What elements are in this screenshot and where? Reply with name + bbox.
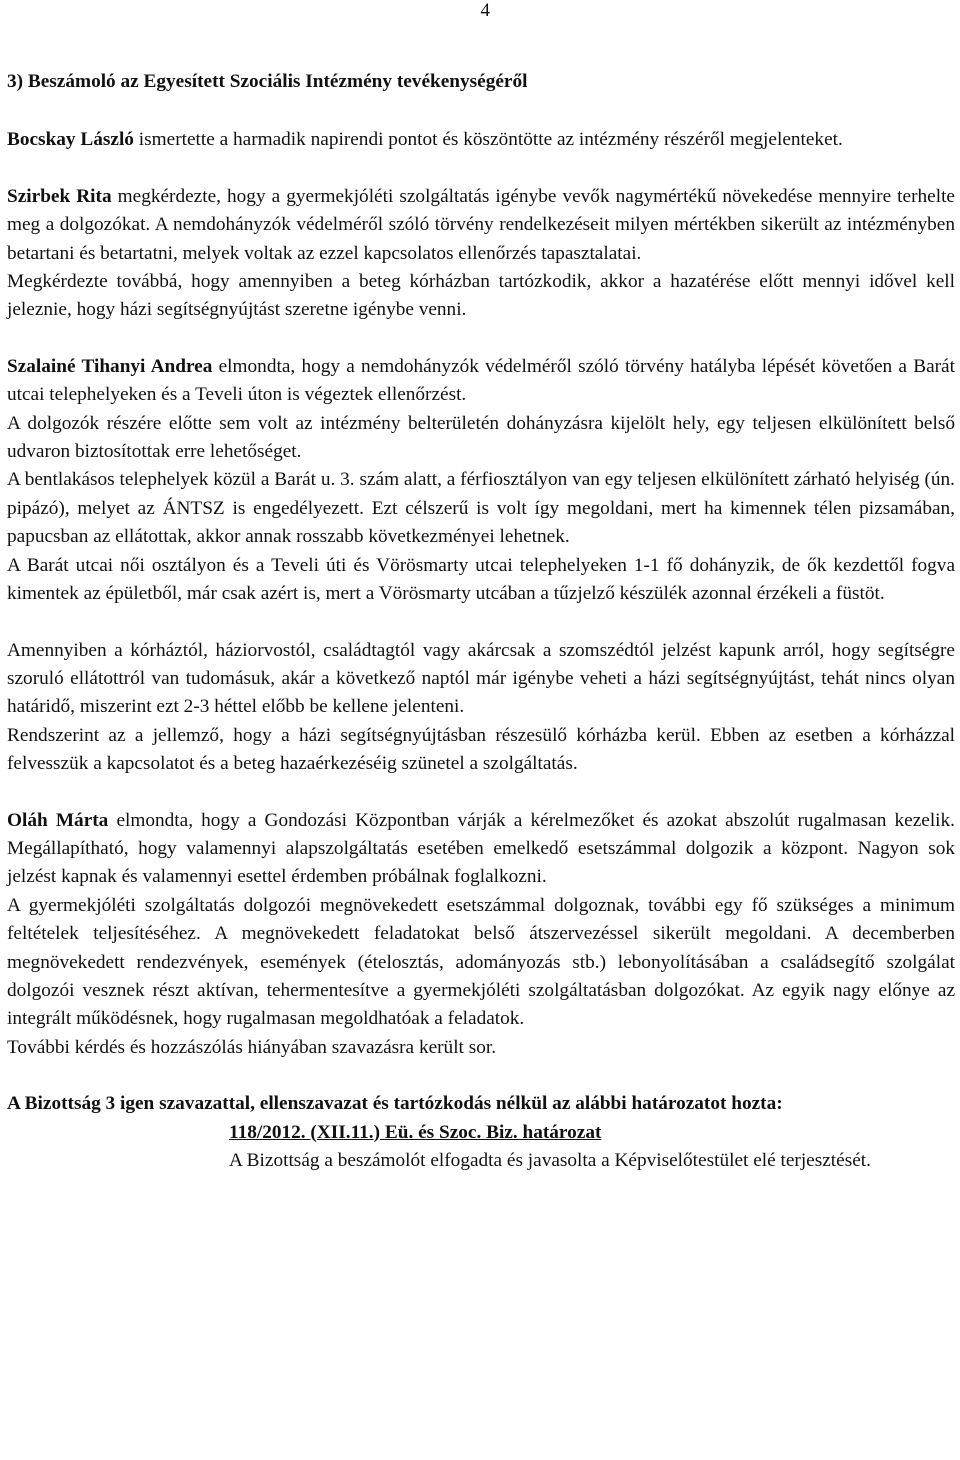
page-number: 4 (480, 0, 490, 21)
paragraph-szalaine (7, 353, 955, 410)
document-body (7, 68, 955, 1175)
resolution-title: 118/2012. (XII.11.) Eü. és Szoc. Biz. határozat (229, 1121, 602, 1143)
section-heading: 3) Beszámoló az Egyesített Szociális Intézmény tevékenységéről (7, 71, 528, 92)
speaker-name: Szirbek Rita (7, 185, 112, 207)
speaker-name: Szalainé Tihanyi Andrea (7, 355, 213, 377)
paragraph-text: elmondta, hogy a nemdohányzók védelméről szóló törvény hatályba lépését követően a Barát utcai telephelyeken és a Teveli úton is végeztek ellenőrzést. (7, 355, 955, 406)
resolution-block (229, 1119, 955, 1176)
paragraph-text: Amennyiben a kórháztól, háziorvostól, családtagtól vagy akárcsak a szomszédtól jelzést kapunk arról, hogy segítségre szoruló ellátottról van tudomásuk, akár a következő naptól már igénybe veheti a házi segítségnyújtást, tehát nincs olyan határidő, miszerint ezt 2-3 héttel előbb be kellene jelenteni. (7, 639, 955, 718)
paragraph-text: A bentlakásos telephelyek közül a Barát u. 3. szám alatt, a férfiosztályon van egy teljesen elkülönített zárható helyiség (ún. pipázó), melyet az ÁNTSZ is engedélyezett. Ezt célszerű is volt így megoldani, mert ha kimennek télen pizsamában, papucsban az ellátottak, akkor annak rosszabb következményei lehetnek. (7, 469, 955, 548)
paragraph-text: A gyermekjóléti szolgáltatás dolgozói megnövekedett esetszámmal dolgoznak, további egy fő szükséges a minimum feltételek teljesítéséhez. A megnövekedett feladatokat belső átszervezéssel sikerült megoldani. A decemberben megnövekedett rendezvények, események (ételosztás, adományozás stb.) lebonyolításában a családsegítő szolgálat dolgozói vesznek részt aktívan, tehermentesítve a gyermekjóléti szolgáltatásban dolgozókat. Az egyik nagy előnye az integrált működésnek, hogy rugalmasan megoldhatóak a feladatok. (7, 894, 955, 1030)
paragraph-text: elmondta, hogy a Gondozási Központban várják a kérelmezőket és azokat abszolút rugalmasan kezelik. Megállapítható, hogy valamennyi alapszolgáltatás esetében emelkedő esetszámmal dolgozik a központ. Nagyon sok jelzést kapnak és valamennyi esettel érdemben próbálnak foglalkozni. (7, 809, 955, 888)
resolution-text: A Bizottság a beszámolót elfogadta és javasolta a Képviselőtestület elé terjesztését. (229, 1150, 871, 1171)
paragraph-szirbek (7, 183, 955, 268)
paragraph-olah (7, 807, 955, 892)
paragraph-text: A dolgozók részére előtte sem volt az intézmény belterületén dohányzásra kijelölt hely, egy teljesen elkülönített belső udvaron biztosítottak erre lehetőséget. (7, 412, 955, 463)
paragraph-text: A Barát utcai női osztályon és a Teveli úti és Vörösmarty utcai telephelyeken 1-1 fő dohányzik, de ők kezdettől fogva kimentek az épületből, már csak azért is, mert a Vörösmarty utcában a tűzjelző készülék azonnal érzékeli a füstöt. (7, 554, 955, 605)
paragraph-text: Rendszerint az a jellemző, hogy a házi segítségnyújtásban részesülő kórházba kerül. Ebben az esetben a kórházzal felvesszük a kapcsolatot és a beteg hazaérkezéséig szünetel a szolgáltatás. (7, 724, 955, 775)
speaker-name: Oláh Márta (7, 809, 109, 831)
paragraph-text: ismertette a harmadik napirendi pontot és köszöntötte az intézmény részéről megjelenteket. (133, 129, 843, 151)
paragraph-text: megkérdezte, hogy a gyermekjóléti szolgáltatás igénybe vevők nagymértékű növekedése mennyire terhelte meg a dolgozókat. A nemdohányzók védelméről szóló törvény rendelkezéseit milyen mértékben sikerült az intézményben betartani és betartatni, melyek voltak az ezzel kapcsolatos ellenőrzés tapasztalatai. (7, 185, 955, 264)
vote-statement: A Bizottság 3 igen szavazattal, ellenszavazat és tartózkodás nélkül az alábbi határozatot hozta: (7, 1093, 783, 1115)
paragraph-bocskay (7, 126, 955, 154)
paragraph-szirbek-followup: Megkérdezte továbbá, hogy amennyiben a beteg kórházban tartózkodik, akkor a hazatérése előtt mennyi idővel kell jeleznie, hogy házi segítségnyújtást szeretne igénybe venni. (7, 271, 955, 321)
speaker-name: Bocskay László (7, 129, 134, 151)
paragraph-text: További kérdés és hozzászólás hiányában szavazásra került sor. (7, 1036, 497, 1058)
